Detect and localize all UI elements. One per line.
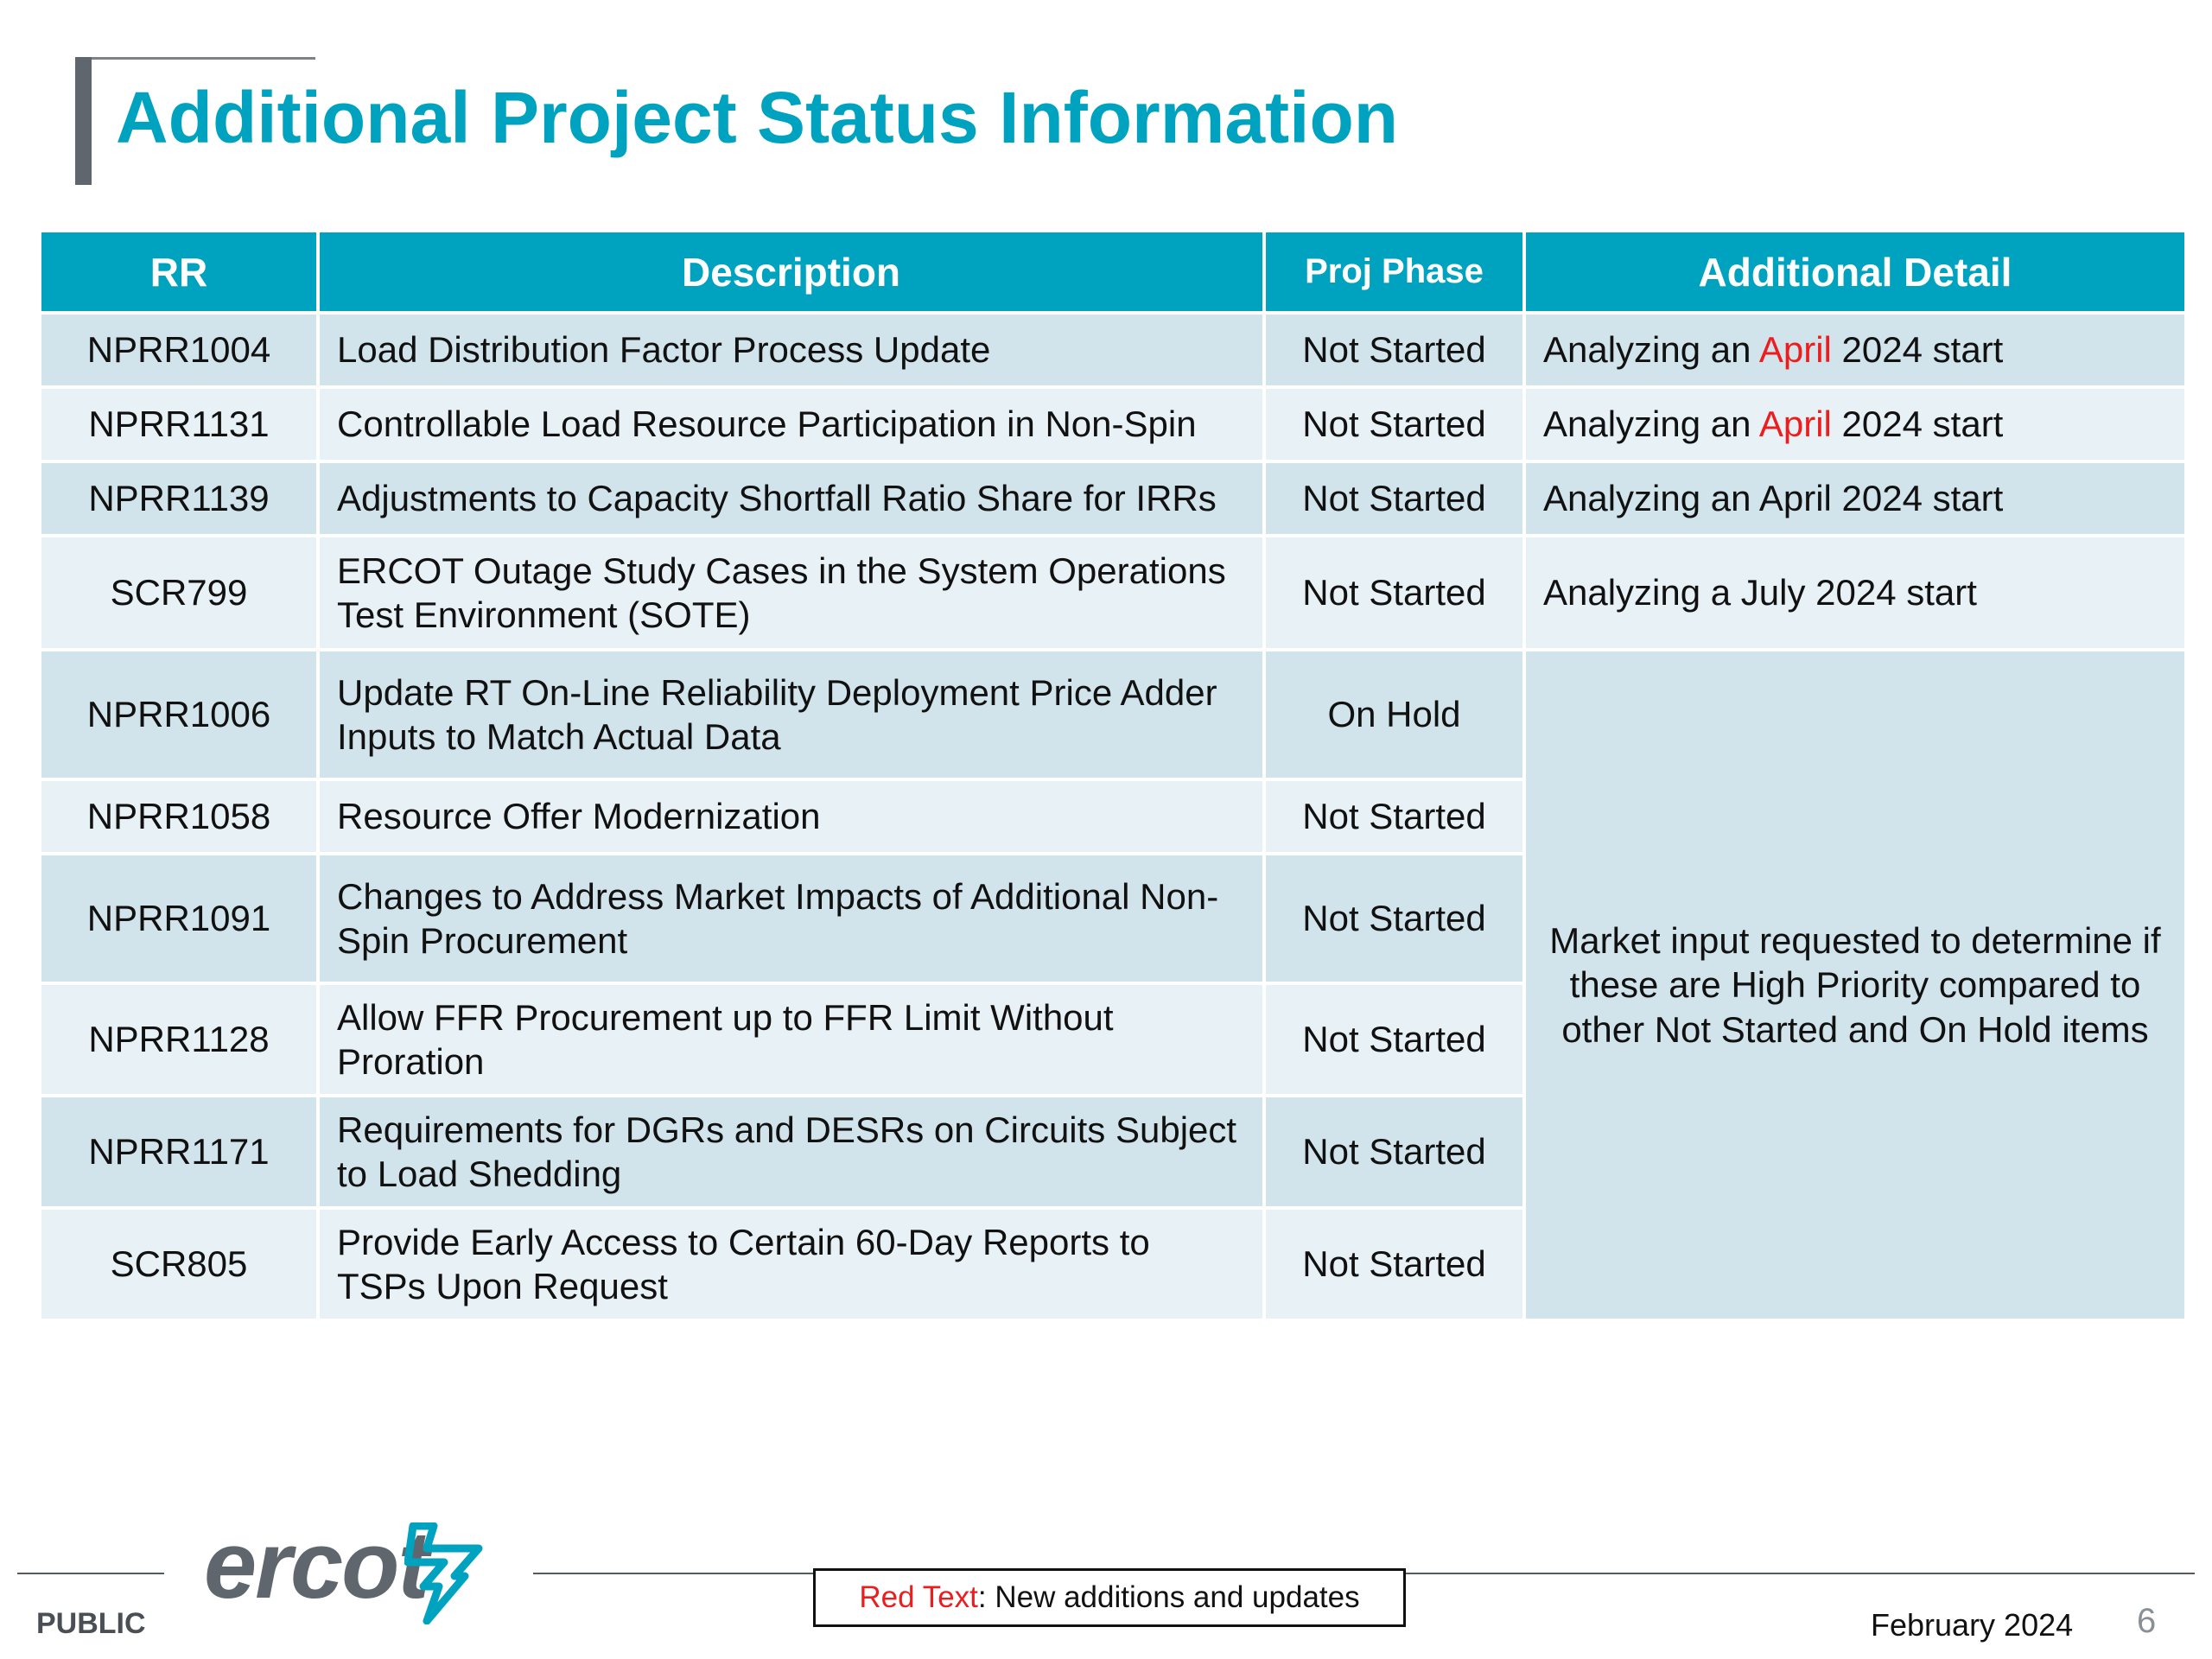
page-number: 6 <box>2137 1602 2157 1640</box>
table-row <box>41 463 2184 534</box>
title-accent-bar <box>75 57 92 185</box>
header-description: Description <box>320 232 1262 311</box>
description-cell: Adjustments to Capacity Shortfall Ratio Share for IRRs <box>320 463 1262 534</box>
detail-text: 2024 start <box>1831 329 2004 371</box>
rr-cell: SCR805 <box>41 1210 316 1319</box>
detail-cell: Analyzing an April 2024 start <box>1526 463 2184 534</box>
description-cell: Provide Early Access to Certain 60-Day Reports to TSPs Upon Request <box>320 1210 1262 1319</box>
description-cell: ERCOT Outage Study Cases in the System Operations Test Environment (SOTE) <box>320 537 1262 648</box>
footer-date: February 2024 <box>1871 1607 2074 1643</box>
ercot-logo-text: ercot <box>204 1512 428 1618</box>
phase-cell: Not Started <box>1266 985 1522 1094</box>
description-cell: Allow FFR Procurement up to FFR Limit Without Proration <box>320 985 1262 1094</box>
table-row <box>41 652 2184 778</box>
detail-text: Analyzing an <box>1543 329 1759 371</box>
classification-label: PUBLIC <box>36 1607 146 1640</box>
table-row <box>41 389 2184 460</box>
description-cell: Resource Offer Modernization <box>320 781 1262 852</box>
phase-cell: Not Started <box>1266 781 1522 852</box>
table-header-row <box>41 232 2184 311</box>
phase-cell: Not Started <box>1266 389 1522 460</box>
detail-red-text: April <box>1758 404 1832 445</box>
legend-red-text: Red Text <box>859 1580 978 1614</box>
phase-cell: Not Started <box>1266 315 1522 385</box>
table-row <box>41 315 2184 385</box>
footer-divider-left <box>17 1573 164 1574</box>
description-cell: Requirements for DGRs and DESRs on Circuits Subject to Load Shedding <box>320 1097 1262 1206</box>
detail-cell <box>1526 389 2184 460</box>
rr-cell: NPRR1139 <box>41 463 316 534</box>
legend-text: : New additions and updates <box>977 1580 1360 1614</box>
detail-cell <box>1526 315 2184 385</box>
header-detail: Additional Detail <box>1526 232 2184 311</box>
rr-cell: NPRR1091 <box>41 855 316 982</box>
rr-cell: NPRR1058 <box>41 781 316 852</box>
detail-cell: Analyzing a July 2024 start <box>1526 537 2184 648</box>
detail-text: Analyzing an <box>1543 404 1759 445</box>
description-cell: Controllable Load Resource Participation in Non-Spin <box>320 389 1262 460</box>
phase-cell: Not Started <box>1266 1097 1522 1206</box>
detail-text: 2024 start <box>1831 404 2004 445</box>
header-rr: RR <box>41 232 316 311</box>
description-cell: Changes to Address Market Impacts of Additional Non-Spin Procurement <box>320 855 1262 982</box>
description-cell: Update RT On-Line Reliability Deployment Price Adder Inputs to Match Actual Data <box>320 652 1262 778</box>
rr-cell: NPRR1128 <box>41 985 316 1094</box>
rr-cell: SCR799 <box>41 537 316 648</box>
phase-cell: On Hold <box>1266 652 1522 778</box>
phase-cell: Not Started <box>1266 537 1522 648</box>
table-row <box>41 537 2184 648</box>
ercot-lightning-icon <box>404 1522 487 1624</box>
rr-cell: NPRR1131 <box>41 389 316 460</box>
rr-cell: NPRR1004 <box>41 315 316 385</box>
rr-cell: NPRR1171 <box>41 1097 316 1206</box>
description-cell: Load Distribution Factor Process Update <box>320 315 1262 385</box>
merged-detail-cell: Market input requested to determine if these are High Priority compared to other Not Started and On Hold items <box>1526 652 2184 1319</box>
header-phase: Proj Phase <box>1266 232 1522 311</box>
phase-cell: Not Started <box>1266 855 1522 982</box>
legend-box <box>813 1568 1406 1627</box>
title-accent-line <box>75 57 315 60</box>
project-status-table <box>38 229 2188 1322</box>
detail-red-text: April <box>1758 329 1832 371</box>
phase-cell: Not Started <box>1266 463 1522 534</box>
page-title: Additional Project Status Information <box>116 77 1399 158</box>
phase-cell: Not Started <box>1266 1210 1522 1319</box>
rr-cell: NPRR1006 <box>41 652 316 778</box>
